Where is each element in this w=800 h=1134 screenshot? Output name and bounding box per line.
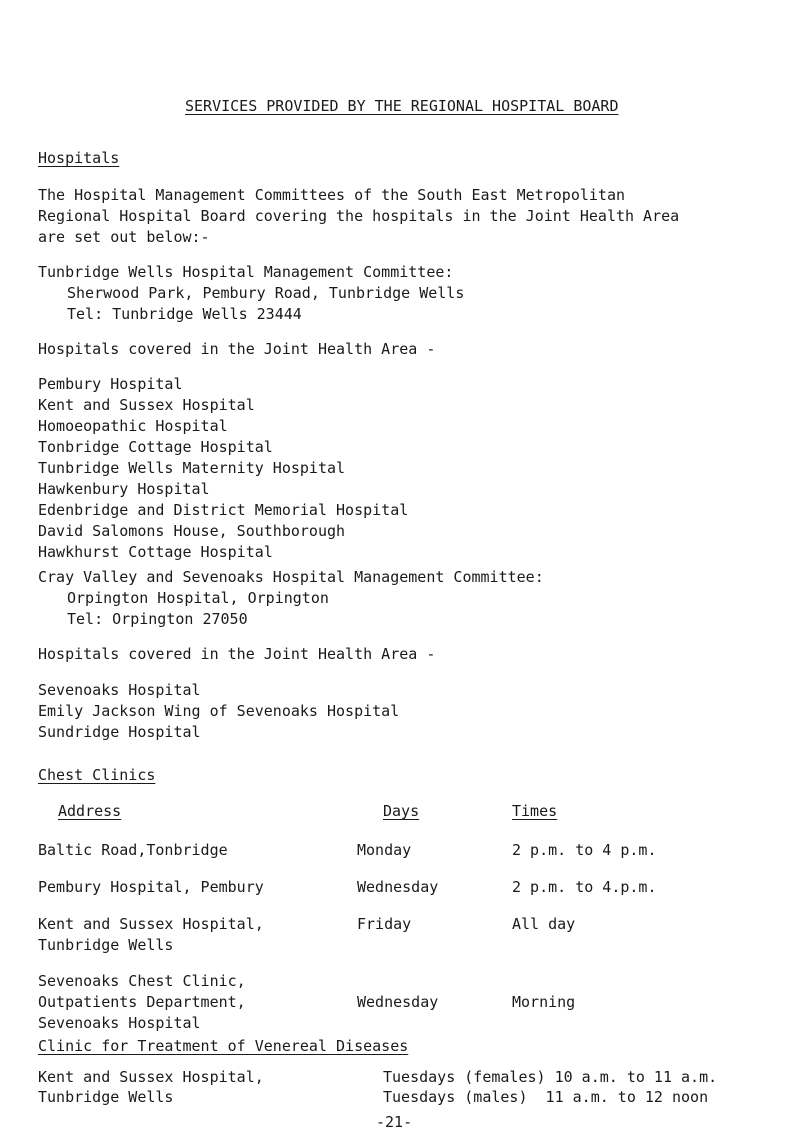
list-item: Edenbridge and District Memorial Hospital: [38, 501, 409, 519]
cray-tel: Tel: Orpington 27050: [67, 610, 248, 628]
col-header-times: Times: [512, 802, 558, 820]
vd-session: Tuesdays (females) 10 a.m. to 11 a.m.: [383, 1068, 718, 1086]
tunbridge-covered-heading: Hospitals covered in the Joint Health Area -: [38, 340, 436, 358]
list-item: Sundridge Hospital: [38, 723, 201, 741]
clinic-time: Morning: [512, 993, 576, 1011]
list-item: Homoeopathic Hospital: [38, 417, 228, 435]
list-item: Pembury Hospital: [38, 375, 183, 393]
tunbridge-committee: Tunbridge Wells Hospital Management Committee:: [38, 263, 454, 281]
clinic-address: Baltic Road,Tonbridge: [38, 841, 228, 859]
tunbridge-tel: Tel: Tunbridge Wells 23444: [67, 305, 302, 323]
page-number: -21-: [376, 1113, 413, 1131]
intro-line-3: are set out below:-: [38, 228, 210, 246]
clinic-address: Outpatients Department,: [38, 993, 246, 1011]
col-header-address: Address: [58, 802, 122, 820]
clinic-day: Wednesday: [357, 993, 439, 1011]
tunbridge-hospital-list: [38, 374, 408, 563]
clinic-day: Friday: [357, 915, 412, 933]
intro-line-2: Regional Hospital Board covering the hospitals in the Joint Health Area: [38, 207, 680, 225]
col-header-days: Days: [383, 802, 420, 820]
cray-committee: Cray Valley and Sevenoaks Hospital Management Committee:: [38, 568, 544, 586]
list-item: Hawkhurst Cottage Hospital: [38, 543, 273, 561]
clinic-time: 2 p.m. to 4 p.m.: [512, 841, 657, 859]
chest-clinics-heading: Chest Clinics: [38, 766, 156, 784]
cray-covered-heading: Hospitals covered in the Joint Health Area -: [38, 645, 436, 663]
list-item: Kent and Sussex Hospital: [38, 396, 255, 414]
clinic-time: 2 p.m. to 4.p.m.: [512, 878, 657, 896]
page-title: SERVICES PROVIDED BY THE REGIONAL HOSPITAL BOARD: [185, 97, 619, 115]
cray-hospital-list: [38, 680, 399, 743]
tunbridge-address: Sherwood Park, Pembury Road, Tunbridge Wells: [67, 284, 465, 302]
clinic-address: Kent and Sussex Hospital,: [38, 915, 264, 933]
list-item: Sevenoaks Hospital: [38, 681, 201, 699]
list-item: Tonbridge Cottage Hospital: [38, 438, 273, 456]
clinic-address: Tunbridge Wells: [38, 936, 174, 954]
vd-clinic-heading: Clinic for Treatment of Venereal Diseases: [38, 1037, 409, 1055]
intro-line-1: The Hospital Management Committees of the South East Metropolitan: [38, 186, 625, 204]
clinic-time: All day: [512, 915, 576, 933]
cray-address: Orpington Hospital, Orpington: [67, 589, 329, 607]
vd-address: Tunbridge Wells: [38, 1088, 174, 1106]
clinic-address: Pembury Hospital, Pembury: [38, 878, 264, 896]
list-item: Emily Jackson Wing of Sevenoaks Hospital: [38, 702, 400, 720]
clinic-day: Wednesday: [357, 878, 439, 896]
hospitals-heading: Hospitals: [38, 149, 120, 167]
list-item: David Salomons House, Southborough: [38, 522, 346, 540]
clinic-day: Monday: [357, 841, 412, 859]
clinic-address: Sevenoaks Hospital: [38, 1014, 201, 1032]
clinic-address: Sevenoaks Chest Clinic,: [38, 972, 246, 990]
list-item: Tunbridge Wells Maternity Hospital: [38, 459, 346, 477]
vd-session: Tuesdays (males) 11 a.m. to 12 noon: [383, 1088, 709, 1106]
vd-address: Kent and Sussex Hospital,: [38, 1068, 264, 1086]
list-item: Hawkenbury Hospital: [38, 480, 210, 498]
